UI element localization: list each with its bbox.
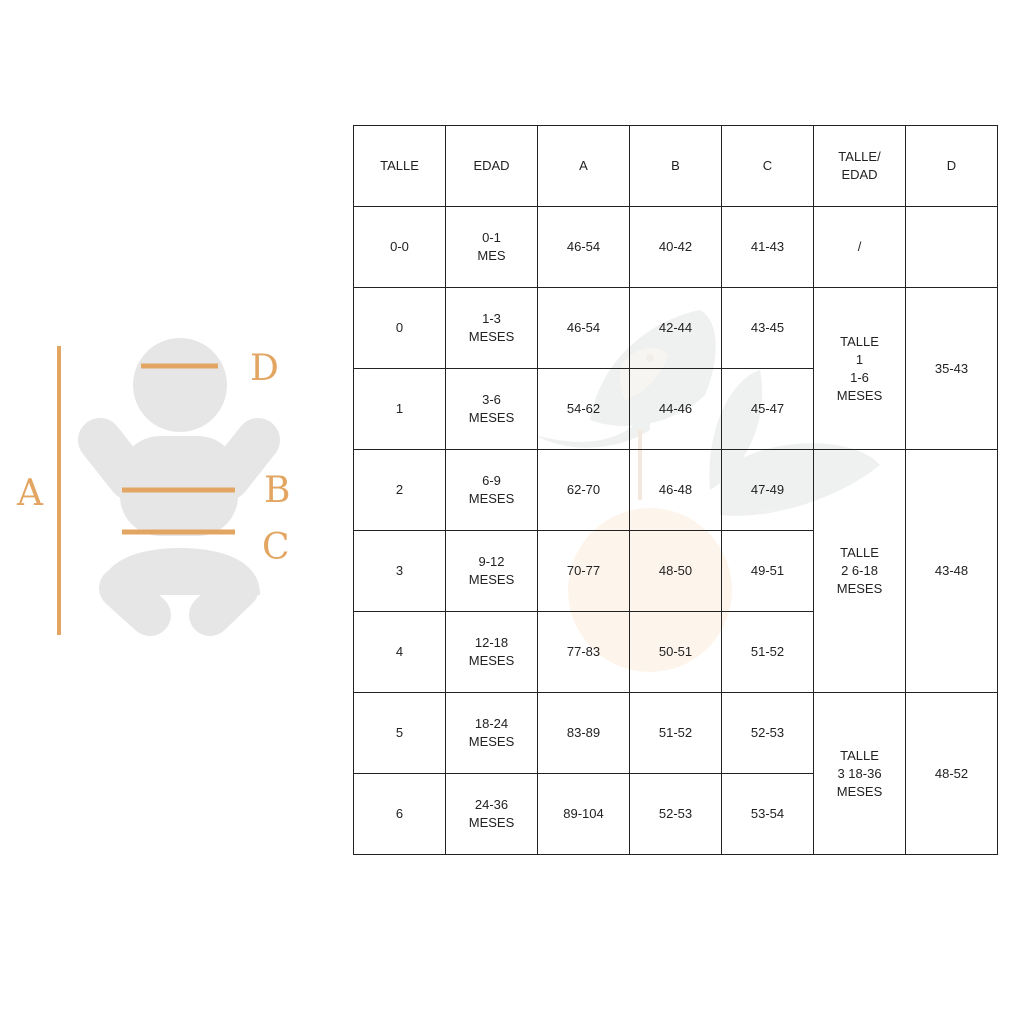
cell-b: 46-48	[630, 450, 722, 531]
cell-talle: 5	[354, 693, 446, 774]
table-row	[354, 288, 998, 369]
header-a: A	[538, 126, 630, 207]
cell-edad: 6-9 MESES	[446, 450, 538, 531]
cell-c: 51-52	[722, 612, 814, 693]
cell-a: 89-104	[538, 774, 630, 855]
cell-a: 83-89	[538, 693, 630, 774]
cell-b: 42-44	[630, 288, 722, 369]
header-talle: TALLE	[354, 126, 446, 207]
cell-talle-edad: /	[814, 207, 906, 288]
label-b: B	[264, 470, 291, 511]
cell-c: 53-54	[722, 774, 814, 855]
cell-talle-edad: TALLE 3 18-36 MESES	[814, 693, 906, 855]
cell-b: 52-53	[630, 774, 722, 855]
cell-talle-edad: TALLE 2 6-18 MESES	[814, 450, 906, 693]
cell-edad: 18-24 MESES	[446, 693, 538, 774]
cell-a: 62-70	[538, 450, 630, 531]
cell-b: 40-42	[630, 207, 722, 288]
cell-edad: 9-12 MESES	[446, 531, 538, 612]
cell-talle: 6	[354, 774, 446, 855]
cell-b: 51-52	[630, 693, 722, 774]
label-c: C	[262, 527, 290, 568]
cell-edad: 0-1 MES	[446, 207, 538, 288]
cell-a: 46-54	[538, 207, 630, 288]
header-b: B	[630, 126, 722, 207]
label-d: D	[250, 348, 279, 389]
cell-talle-edad: TALLE 1 1-6 MESES	[814, 288, 906, 450]
cell-c: 43-45	[722, 288, 814, 369]
cell-c: 49-51	[722, 531, 814, 612]
cell-talle: 2	[354, 450, 446, 531]
cell-b: 44-46	[630, 369, 722, 450]
cell-edad: 1-3 MESES	[446, 288, 538, 369]
cell-a: 77-83	[538, 612, 630, 693]
cell-edad: 12-18 MESES	[446, 612, 538, 693]
cell-d: 43-48	[906, 450, 998, 693]
cell-d: 35-43	[906, 288, 998, 450]
cell-edad: 24-36 MESES	[446, 774, 538, 855]
cell-b: 48-50	[630, 531, 722, 612]
cell-b: 50-51	[630, 612, 722, 693]
header-talle-edad: TALLE/ EDAD	[814, 126, 906, 207]
header-c: C	[722, 126, 814, 207]
cell-talle: 0-0	[354, 207, 446, 288]
cell-talle: 3	[354, 531, 446, 612]
label-a: A	[17, 473, 43, 514]
table-row	[354, 207, 998, 288]
cell-talle: 1	[354, 369, 446, 450]
baby-measurement-diagram	[0, 0, 340, 720]
cell-a: 54-62	[538, 369, 630, 450]
cell-d: 48-52	[906, 693, 998, 855]
cell-talle: 4	[354, 612, 446, 693]
cell-c: 41-43	[722, 207, 814, 288]
cell-talle: 0	[354, 288, 446, 369]
table-row	[354, 693, 998, 774]
cell-d	[906, 207, 998, 288]
header-edad: EDAD	[446, 126, 538, 207]
cell-a: 70-77	[538, 531, 630, 612]
cell-c: 52-53	[722, 693, 814, 774]
table-row	[354, 450, 998, 531]
cell-c: 47-49	[722, 450, 814, 531]
cell-c: 45-47	[722, 369, 814, 450]
size-chart-table	[353, 125, 998, 855]
table-header-row	[354, 126, 998, 207]
cell-edad: 3-6 MESES	[446, 369, 538, 450]
header-d: D	[906, 126, 998, 207]
baby-silhouette-icon	[100, 338, 260, 615]
cell-a: 46-54	[538, 288, 630, 369]
